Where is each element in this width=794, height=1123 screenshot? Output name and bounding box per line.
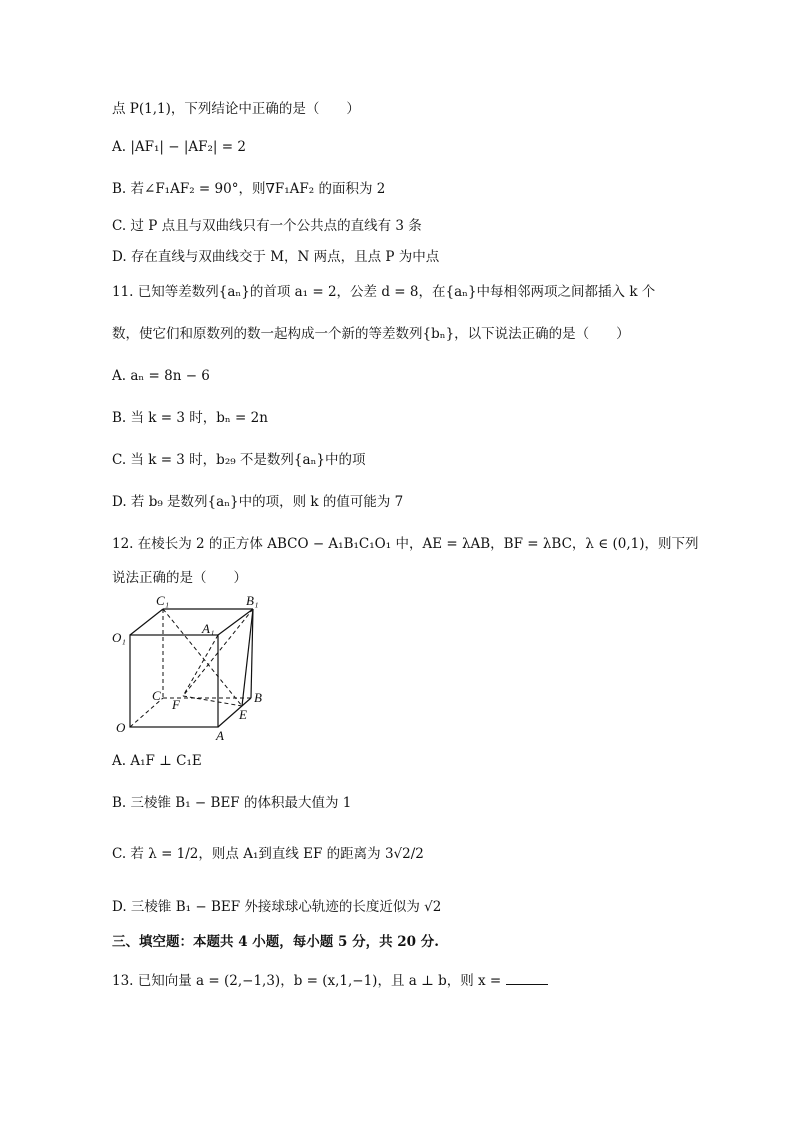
label-e: E (239, 707, 247, 722)
q12-option-b: B. 三棱锥 B₁ − BEF 的体积最大值为 1 (112, 795, 352, 811)
q10-option-d: D. 存在直线与双曲线交于 M，N 两点，且点 P 为中点 (112, 249, 440, 265)
label-a: A (216, 728, 224, 742)
edge-o1-c1 (130, 609, 163, 635)
q12-option-c: C. 若 λ = 1/2，则点 A₁到直线 EF 的距离为 3√2/2 (112, 846, 424, 862)
label-b: B (254, 690, 262, 705)
q10-option-c: C. 过 P 点且与双曲线只有一个公共点的直线有 3 条 (112, 218, 422, 234)
q10-option-b: B. 若∠F₁AF₂ = 90°，则∇F₁AF₂ 的面积为 2 (112, 181, 386, 197)
label-b1: B₁ (246, 593, 259, 608)
q11-option-d: D. 若 b₉ 是数列{aₙ}中的项，则 k 的值可能为 7 (112, 494, 404, 510)
q12-option-a: A. A₁F ⊥ C₁E (112, 753, 202, 769)
label-c1: C₁ (156, 593, 170, 608)
q12-option-d: D. 三棱锥 B₁ − BEF 外接球球心轨迹的长度近似为 √2 (112, 899, 442, 915)
q11-option-b: B. 当 k = 3 时，bₙ = 2n (112, 410, 268, 426)
label-o: O (116, 720, 126, 735)
label-f: F (172, 697, 180, 712)
section-heading: 三、填空题：本题共 4 小题，每小题 5 分，共 20 分. (112, 934, 439, 950)
label-a1: A₁ (202, 621, 215, 636)
q12-stem-1: 12. 在棱长为 2 的正方体 ABCO − A₁B₁C₁O₁ 中，AE = λAB，BF = λBC，λ ∈ (0,1)，则下列 (112, 536, 699, 552)
q10-stem: 点 P(1,1)，下列结论中正确的是（ ） (112, 101, 360, 117)
cube-front-face (130, 635, 218, 727)
q11-option-c: C. 当 k = 3 时，b₂₉ 不是数列{aₙ}中的项 (112, 452, 366, 468)
q13-text: 13. 已知向量 a = (2,−1,3)，b = (x,1,−1)，且 a ⊥ b，则 x = (112, 973, 502, 989)
q10-option-a: A. |AF₁| − |AF₂| = 2 (112, 139, 246, 155)
label-o1: O₁ (112, 630, 126, 645)
cube-figure (108, 592, 278, 742)
q11-stem-1: 11. 已知等差数列{aₙ}的首项 a₁ = 2，公差 d = 8，在{aₙ}中每相邻两项之间都插入 k 个 (112, 284, 656, 300)
answer-blank[interactable] (506, 970, 548, 985)
label-c: C (152, 688, 161, 703)
q11-stem-2: 数，使它们和原数列的数一起构成一个新的等差数列{bₙ}，以下说法正确的是（ ） (112, 326, 630, 342)
q11-option-a: A. aₙ = 8n − 6 (112, 368, 210, 384)
q12-stem-2: 说法正确的是（ ） (112, 570, 247, 586)
hidden-line-a1-f (183, 635, 218, 696)
question-13 (112, 970, 548, 991)
